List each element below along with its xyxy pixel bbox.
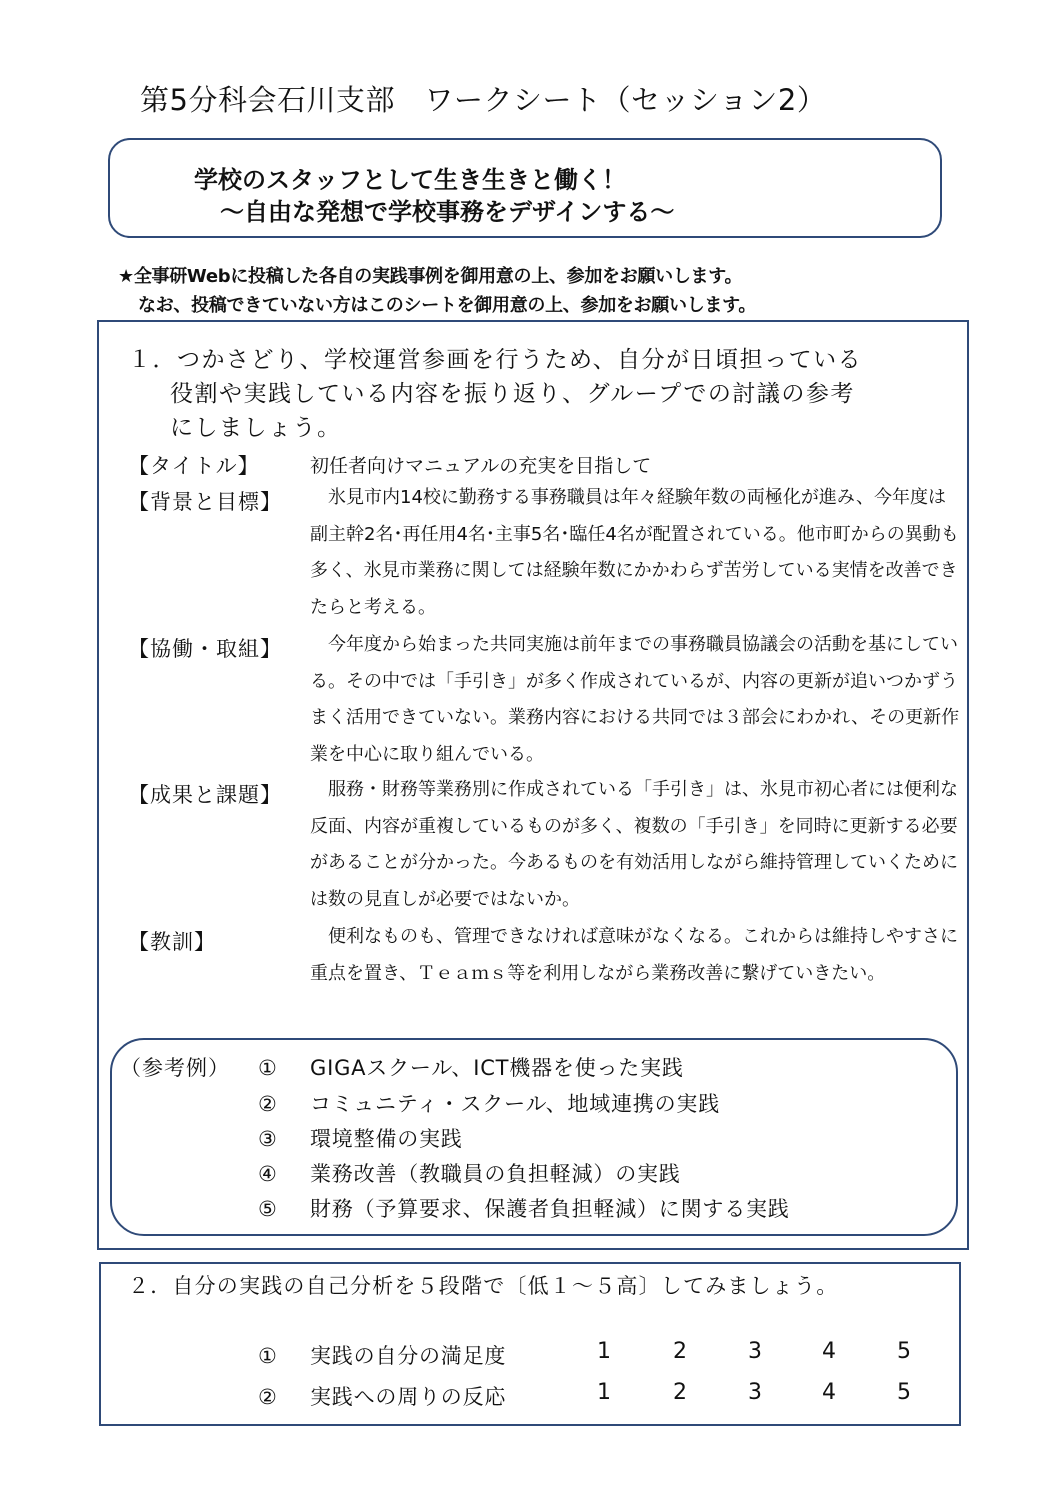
rating-1-score-2: 2: [673, 1339, 687, 1364]
example-number: ④: [258, 1162, 278, 1186]
reference-example: [258, 1123, 463, 1153]
title-label: 【タイトル】: [128, 454, 260, 478]
example-text: 財務（予算要求、保護者負担軽減）に関する実践: [310, 1197, 790, 1221]
theme-line-2: 〜自由な発想で学校事務をデザインする〜: [220, 198, 675, 226]
rating-2-score-1: 1: [597, 1380, 611, 1405]
example-text: 業務改善（教職員の負担軽減）の実践: [310, 1162, 681, 1186]
results-label: 【成果と課題】: [128, 783, 282, 807]
rating-1-score-4: 4: [822, 1339, 836, 1364]
section-1-question: [128, 343, 862, 445]
lessons-text: 便利なものも、管理できなければ意味がなくなる。これからは維持しやすさに重点を置き、Ｔｅａｍｓ等を利用しながら業務改善に繋げていきたい。: [310, 926, 958, 984]
page-title: 第5分科会石川支部 ワークシート（セッション2）: [140, 83, 827, 117]
example-number: ②: [258, 1092, 278, 1116]
reference-example: [258, 1052, 684, 1082]
notice-line-2: なお、投稿できていない方はこのシートを御用意の上、参加をお願いします。: [138, 295, 757, 316]
reference-example: [258, 1158, 681, 1188]
question-line-3: にしましょう。: [170, 415, 342, 441]
rating-2-score-4: 4: [822, 1380, 836, 1405]
lessons-label: 【教訓】: [128, 930, 216, 954]
title-value: 初任者向けマニュアルの充実を目指して: [310, 455, 652, 477]
rating-1-score-3: 3: [748, 1339, 762, 1364]
rating-label: 実践の自分の満足度: [310, 1344, 507, 1368]
rating-row-satisfaction: [258, 1340, 506, 1370]
question-line-1: １．つかさどり、学校運営参画を行うため、自分が日頃担っている: [128, 347, 863, 373]
background-text: 氷見市内14校に勤務する事務職員は年々経験年数の両極化が進み、今年度は副主幹2名･再任用4名･主事5名･臨任4名が配置されている。他市町からの異動も多く、氷見市業務に関しては経験年数にかかわらず苦労している実情を改善できたらと考える。: [310, 487, 959, 618]
background-label: 【背景と目標】: [128, 490, 282, 514]
example-number: ①: [258, 1056, 278, 1080]
reference-example: [258, 1088, 720, 1118]
collaboration-label: 【協働・取組】: [128, 637, 282, 661]
example-number: ⑤: [258, 1197, 278, 1221]
rating-row-reaction: [258, 1381, 506, 1411]
rating-label: 実践への周りの反応: [310, 1385, 507, 1409]
example-number: ③: [258, 1127, 278, 1151]
reference-heading: （参考例）: [120, 1056, 230, 1080]
question-line-2: 役割や実践している内容を振り返り、グループでの討議の参考: [170, 381, 855, 407]
rating-1-score-5: 5: [897, 1339, 911, 1364]
rating-number: ①: [258, 1344, 278, 1368]
collaboration-text: 今年度から始まった共同実施は前年までの事務職員協議会の活動を基にしている。その中では「手引き」が多く作成されているが、内容の更新が追いつかずうまく活用できていない。業務内容における共同では３部会にわかれ、その更新作業を中心に取り組んでいる。: [310, 634, 960, 765]
section-2-question: ２．自分の実践の自己分析を５段階で〔低１〜５高〕してみましょう。: [128, 1274, 839, 1298]
example-text: コミュニティ・スクール、地域連携の実践: [310, 1092, 720, 1116]
rating-2-score-3: 3: [748, 1380, 762, 1405]
results-text: 服務・財務等業務別に作成されている「手引き」は、氷見市初心者には便利な反面、内容が重複しているものが多く、複数の「手引き」を同時に更新する必要があることが分かった。今あるものを有効活用しながら維持管理していくためには数の見直しが必要ではないか。: [310, 779, 958, 910]
rating-2-score-5: 5: [897, 1380, 911, 1405]
example-text: GIGAスクール、ICT機器を使った実践: [310, 1056, 684, 1080]
reference-example: [258, 1193, 790, 1223]
rating-1-score-1: 1: [597, 1339, 611, 1364]
example-text: 環境整備の実践: [310, 1127, 463, 1151]
rating-2-score-2: 2: [673, 1380, 687, 1405]
notice-line-1: ★全事研Webに投稿した各自の実践事例を御用意の上、参加をお願いします。: [118, 266, 743, 287]
rating-number: ②: [258, 1385, 278, 1409]
theme-line-1: 学校のスタッフとして生き生きと働く！: [194, 166, 626, 194]
